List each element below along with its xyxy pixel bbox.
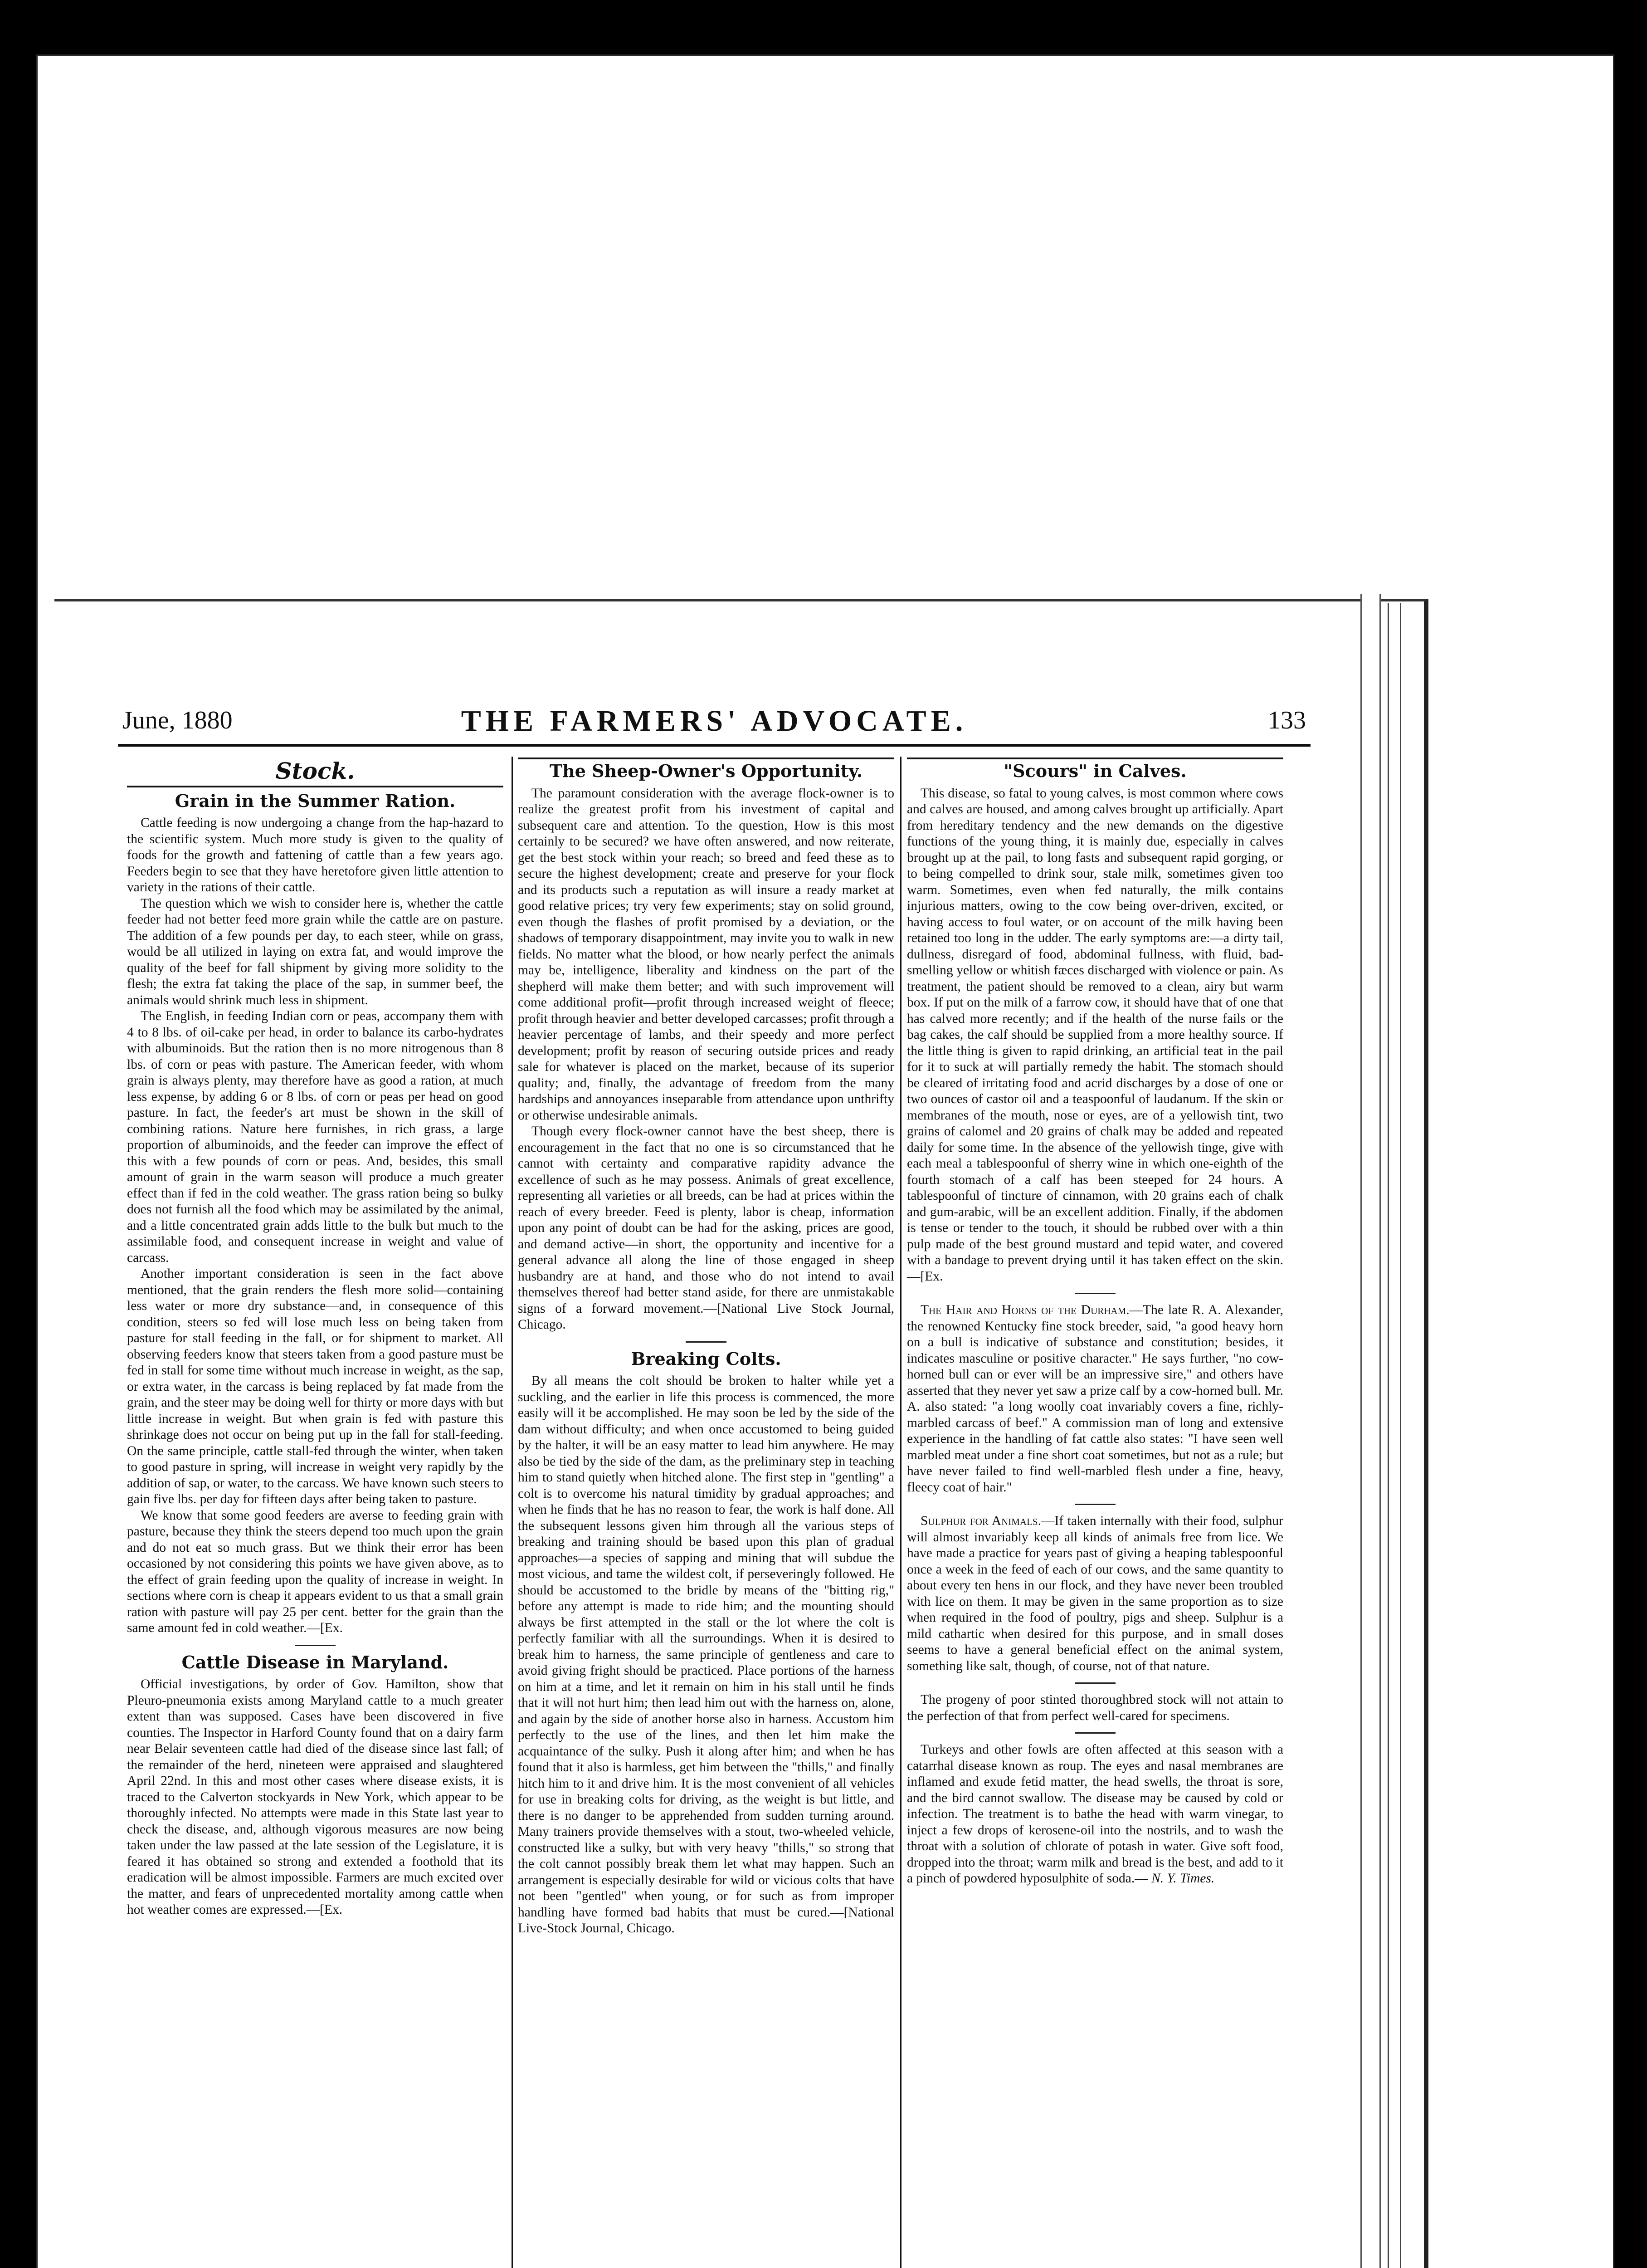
section-heading-stock: Stock. xyxy=(127,763,503,787)
article-paragraph-sulphur xyxy=(907,1513,1283,1674)
article-body: —If taken internally with their food, sulphur will almost invariably keep all kinds of animals free from lice. We have made a practice for years past of giving a heaping tablespoonful once a week in the feed of each of our cows, and the same quantity to about every ten hens in our flock, and they have never been troubled with lice on them. It may be given in the same proportion as to size when required in the food of poultry, pigs and sheep. Sulphur is a mild cathartic when desired for this purpose, and in small doses seems to have a general beneficial effect on the animal system, something like salt, though, of course, not of that nature. xyxy=(907,1514,1283,1673)
article-lead-in: Sulphur for Animals. xyxy=(921,1514,1041,1528)
masthead-title: THE FARMERS' ADVOCATE. xyxy=(461,704,968,738)
divider xyxy=(1075,1293,1116,1294)
divider xyxy=(1075,1732,1116,1734)
article-paragraph: Though every flock-owner cannot have the best sheep, there is encouragement in the fact that no one is so circumstanced that he cannot with certainty and comparative rapidity advance the excellence of such as he may possess. Animals of great excellence, representing all varieties or all breeds, can be had at prices within the reach of every breeder. Feed is plenty, labor is cheap, information upon any point of doubt can be had for the asking, prices are good, and demand active—in short, the opportunity and incentive for a general advance all along the line of those engaged in sheep husbandry are at hand, and those who do not intend to avail themselves thereof had better stand aside, for there are unmistakable signs of a forward movement.—[National Live Stock Journal, Chicago. xyxy=(518,1124,894,1332)
article-lead-in: The Hair and Horns of the Durham. xyxy=(921,1303,1130,1317)
article-body: —The late R. A. Alexander, the renowned Kentucky fine stock breeder, said, "a good heavy horn on a bull is indicative of substance and constitution; besides, it indicates masculine or positive character." He says further, "no cow-horned bull can or ever will be an impressive sire," and others have asserted that they never yet saw a prize calf by a cow-horned bull. Mr. A. also stated: "a long woolly coat invariably covers a fine, richly-marbled carcass of beef." A commission man of long and extensive experience in the handling of fat cattle also states: "I have seen well marbled meat under a fine short coat sometimes, but not as a rule; but have never failed to find well-marbled flesh under a fine, heavy, fleecy coat of hair." xyxy=(907,1303,1284,1495)
column-3 xyxy=(907,758,1283,1887)
article-paragraph: Cattle feeding is now undergoing a change from the hap-hazard to the scientific system. Much more study is given to the quality of foods for the growth and fattening of cattle than a few years ago. Feeders begin to see that they have heretofore given little attention to variety in the rations of their cattle. xyxy=(127,816,503,894)
column-2 xyxy=(518,758,894,1937)
article-title-cattle-disease-maryland: Cattle Disease in Maryland. xyxy=(181,1652,449,1672)
article-paragraph: Official investigations, by order of Gov. Hamilton, show that Pleuro-pneumonia exists among Maryland cattle to a much greater extent than was supposed. Cases have been discovered in five counties. The Inspector in Harford County found that on a dairy farm near Belair seventeen cattle had died of the disease since last fall; of the remainder of the herd, nineteen were appraised and slaughtered April 22nd. In this and most other cases where disease exists, it is traced to the Calverton stockyards in New York, which appear to be thoroughly infected. No attempts were made in this State last year to check the disease, and, although vigorous measures are now being taken under the law passed at the late session of the Legislature, it is feared it has obtained so strong and extended a foothold that its eradication will be almost impossible. Farmers are much excited over the matter, and fears of unprecedented mortality among cattle when hot weather comes are expressed.—[Ex. xyxy=(127,1677,503,1917)
page-binding-edge xyxy=(1360,594,1381,2268)
article-paragraph-progeny: The progeny of poor stinted thoroughbred stock will not attain to the perfection of that from perfect well-cared for specimens. xyxy=(907,1692,1283,1723)
article-paragraph: This disease, so fatal to young calves, is most common where cows and calves are housed, and among calves brought up artificially. Apart from hereditary tendency and the new demands on the digestive functions of the young thing, it is mainly due, especially in calves brought up at the pail, to long fasts and subsequent rapid gorging, or to being compelled to drink sour, stale milk, sometimes given too warm. Sometimes, even when fed naturally, the milk contains injurious matters, owing to the cow being over-driven, excited, or having access to foul water, or on account of the milk having been retained too long in the udder. The early symptoms are:—a dirty tail, dullness, disregard of food, abdominal fullness, with fluid, bad-smelling yellow or whitish fæces discharged with violence or pain. As treatment, the patient should be removed to a clean, airy but warm box. If put on the milk of a farrow cow, it should have that of one that has calved more recently; and if the health of the nurse fails or the bag cakes, the calf should be supplied from a more healthy source. If the little thing is given to rapid drinking, an artificial teat in the pail for it to suck at will partially remedy the habit. The stomach should be cleared of irritating food and acrid discharges by a dose of one or two ounces of castor oil and a teaspoonful of laudanum. If the skin or membranes of the mouth, nose or eyes, are of a yellowish tint, two grains of calomel and 20 grains of chalk may be added and repeated daily for some time. In the absence of the yellowish tinge, give with each meal a tablespoonful of sherry wine in which one-eighth of the fourth stomach of a calf has been steeped for 24 hours. A tablespoonful of tincture of cinnamon, with 20 grains each of chalk and gum-arabic, will be an excellent addition. Finally, if the abdomen is tense or tender to the touch, it should be rubbed over with a thin pulp made of the best ground mustard and tepid water, and covered with a bandage to prevent drying until it has taken effect on the skin.—[Ex. xyxy=(907,786,1283,1284)
article-paragraph: Another important consideration is seen in the fact above mentioned, that the grain renders the flesh more solid—containing less water or more dry substance—and, in consequence of this condition, steers so fed will lose much less on being taken from pasture for stall feeding in the fall, or for shipment to market. All observing feeders know that steers taken from a good pasture must be fed in stall for some time without much increase in weight, as the sap, or extra water, in the carcass is being replaced by fat made from the grain, and the steer may be doing well for thirty or more days with but little increase in weight. But when grain is fed with pasture this shrinkage does not occur on being put up in the fall for stall-feeding. On the same principle, cattle stall-fed through the winter, when taken to good pasture in spring, will increase in weight very rapidly by the addition of sap, or water, to the carcass. We have known such steers to gain five lbs. per day for fifteen days after being taken to pasture. xyxy=(127,1266,503,1506)
issue-date: June, 1880 xyxy=(122,706,233,734)
column-rule xyxy=(900,757,901,2268)
column-1 xyxy=(127,758,503,1918)
page-binding-inner-edge xyxy=(1388,603,1401,2268)
article-paragraph: We know that some good feeders are averse to feeding grain with pasture, because they think the steers depend too much upon the grain and do not eat so much grass. But we think their error has been occasioned by not considering this points we have given above, as to the effect of grain feeding upon the quality of increase in weight. In sections where corn is cheap it appears evident to us that a small grain ration with pasture will pay 25 per cent. better for the grain than the same amount fed in cold weather.—[Ex. xyxy=(127,1508,503,1635)
article-source: N. Y. Times. xyxy=(1151,1871,1215,1886)
page-header xyxy=(118,702,1311,747)
divider xyxy=(686,1341,726,1343)
divider xyxy=(295,1645,336,1646)
article-paragraph-turkeys-roup xyxy=(907,1742,1283,1887)
article-title-grain-summer-ration: Grain in the Summer Ration. xyxy=(175,790,456,811)
article-paragraph: The English, in feeding Indian corn or peas, accompany them with 4 to 8 lbs. of oil-cake per head, in order to balance its carbo-hydrates with albuminoids. But the ration then is no more nitrogenous than 8 lbs. of corn or peas with pasture. The American feeder, with whom grain is always plenty, may therefore have as good a ration, at much less expense, by adding 6 or 8 lbs. of corn or peas per head on good pasture. In fact, the feeder's art must be shown in the skill of combining rations. Nature here furnishes, in rich grass, a large proportion of albuminoids, and the feeder can improve the effect of this with a few pounds of corn or peas. And, besides, this small amount of grain in the warm season will produce a much greater effect than if fed in the cold weather. The grass ration being so bulky does not furnish all the food which may be assimilated by the animal, and a little concentrated grain adds little to the bulk but much to the assimilable food, and consequent increase in weight and value of carcass. xyxy=(127,1009,503,1265)
article-paragraph: The question which we wish to consider here is, whether the cattle feeder had not better feed more grain while the cattle are on pasture. The addition of a few pounds per day, to each steer, while on grass, would be all utilized in laying on extra fat, and would improve the quality of the beef for fall shipment by giving more solidity to the flesh; the extra fat taking the place of the sap, in summer beef, the animals would shrink much less in shipment. xyxy=(127,896,503,1007)
article-paragraph: By all means the colt should be broken to halter while yet a suckling, and the earlier in life this process is commenced, the more easily will it be accomplished. He may soon be led by the side of the dam without difficulty; and when once accustomed to being guided by the halter, it will be an easy matter to lead him anywhere. He may also be tied by the side of the dam, as the preliminary step in teaching him to stand quietly when hitched alone. The first step in "gentling" a colt is to overcome his natural timidity by gradual approaches; and when he finds that he has no reason to fear, the work is half done. All the subsequent lessons given him through all the various steps of breaking and training should be based upon this plan of gradual approaches—a species of sapping and mining that will subdue the most vicious, and tame the wildest colt, if perseveringly followed. He should be accustomed to the bridle by means of the "bitting rig," before any attempt is made to ride him; and the mounting should always be first attempted in the stall or the lot where the colt is perfectly familiar with all the surroundings. When it is desired to break him to harness, the same principle of gentleness and care to avoid giving fright should be practiced. Place portions of the harness on him at a time, and let it remain on him in his stall until he finds that it will not hurt him; then lead him out with the harness on, alone, and again by the side of another horse also in harness. Accustom him perfectly to the use of the lines, and then let him make the acquaintance of the sulky. Push it along after him; and when he has found that it also is harmless, get him between the "thills," and finally hitch him to it and drive him. It is the most convenient of all vehicles for use in breaking colts for driving, as the weight is but little, and there is no danger to be apprehended from sudden turning around. Many trainers provide themselves with a stout, two-wheeled vehicle, constructed like a sulky, but with very heavy "thills," so strong that the colt cannot possibly break them let what may happen. Such an arrangement is especially desirable for wild or vicious colts that have not been "gentled" when young, or for such as from improper handling have formed bad habits that must be cured.—[National Live-Stock Journal, Chicago. xyxy=(518,1374,894,1936)
article-title-sheep-owners-opportunity: The Sheep-Owner's Opportunity. xyxy=(518,758,894,779)
column-rule xyxy=(512,757,513,2268)
article-title-breaking-colts: Breaking Colts. xyxy=(631,1348,781,1369)
article-paragraph-hair-horns xyxy=(907,1302,1283,1496)
divider xyxy=(1075,1682,1116,1684)
article-title-scours-in-calves: "Scours" in Calves. xyxy=(907,758,1283,779)
divider xyxy=(1075,1504,1116,1505)
page-number: 133 xyxy=(1268,706,1306,734)
article-paragraph: The paramount consideration with the average flock-owner is to realize the greatest profit from his investment of capital and subsequent care and attention. To the question, How is this most certainly to be secured? we have often answered, and now reiterate, get the best stock within your reach; so breed and feed these as to secure the highest development; create and preserve for your flock and its products such a reputation as will insure a ready market at good relative prices; try very few experiments; stay on solid ground, even though the flashes of profit promised by a deviation, or the shadows of temporary disappointment, may invite you to walk in new fields. No matter what the blood, or how nearly perfect the animals may be, intelligence, liberality and kindness on the part of the shepherd will make them better; and with such improvement will come additional profit—profit through increased weight of fleece; profit through heavier and better developed carcasses; profit through a heavier percentage of lambs, and their speedy and more perfect development; profit by reason of securing outside prices and ready sale for whatever is placed on the market, because of its superior quality; and, finally, the advantage of freedom from the many hardships and annoyances inseparable from attendance upon unthrifty or otherwise undesirable animals. xyxy=(518,786,894,1123)
article-body: Turkeys and other fowls are often affected at this season with a catarrhal disease known as roup. The eyes and nasal membranes are inflamed and exude fetid matter, the head swells, the throat is sore, and the bird cannot swallow. The disease may be caused by cold or infection. The treatment is to bathe the head with warm vinegar, to inject a few drops of kerosene-oil into the nostrils, and to wash the throat with a solution of chlorate of potash in water. Give soft food, dropped into the throat; warm milk and bread is the best, and add to it a pinch of powdered hyposulphite of soda.— xyxy=(907,1742,1283,1886)
